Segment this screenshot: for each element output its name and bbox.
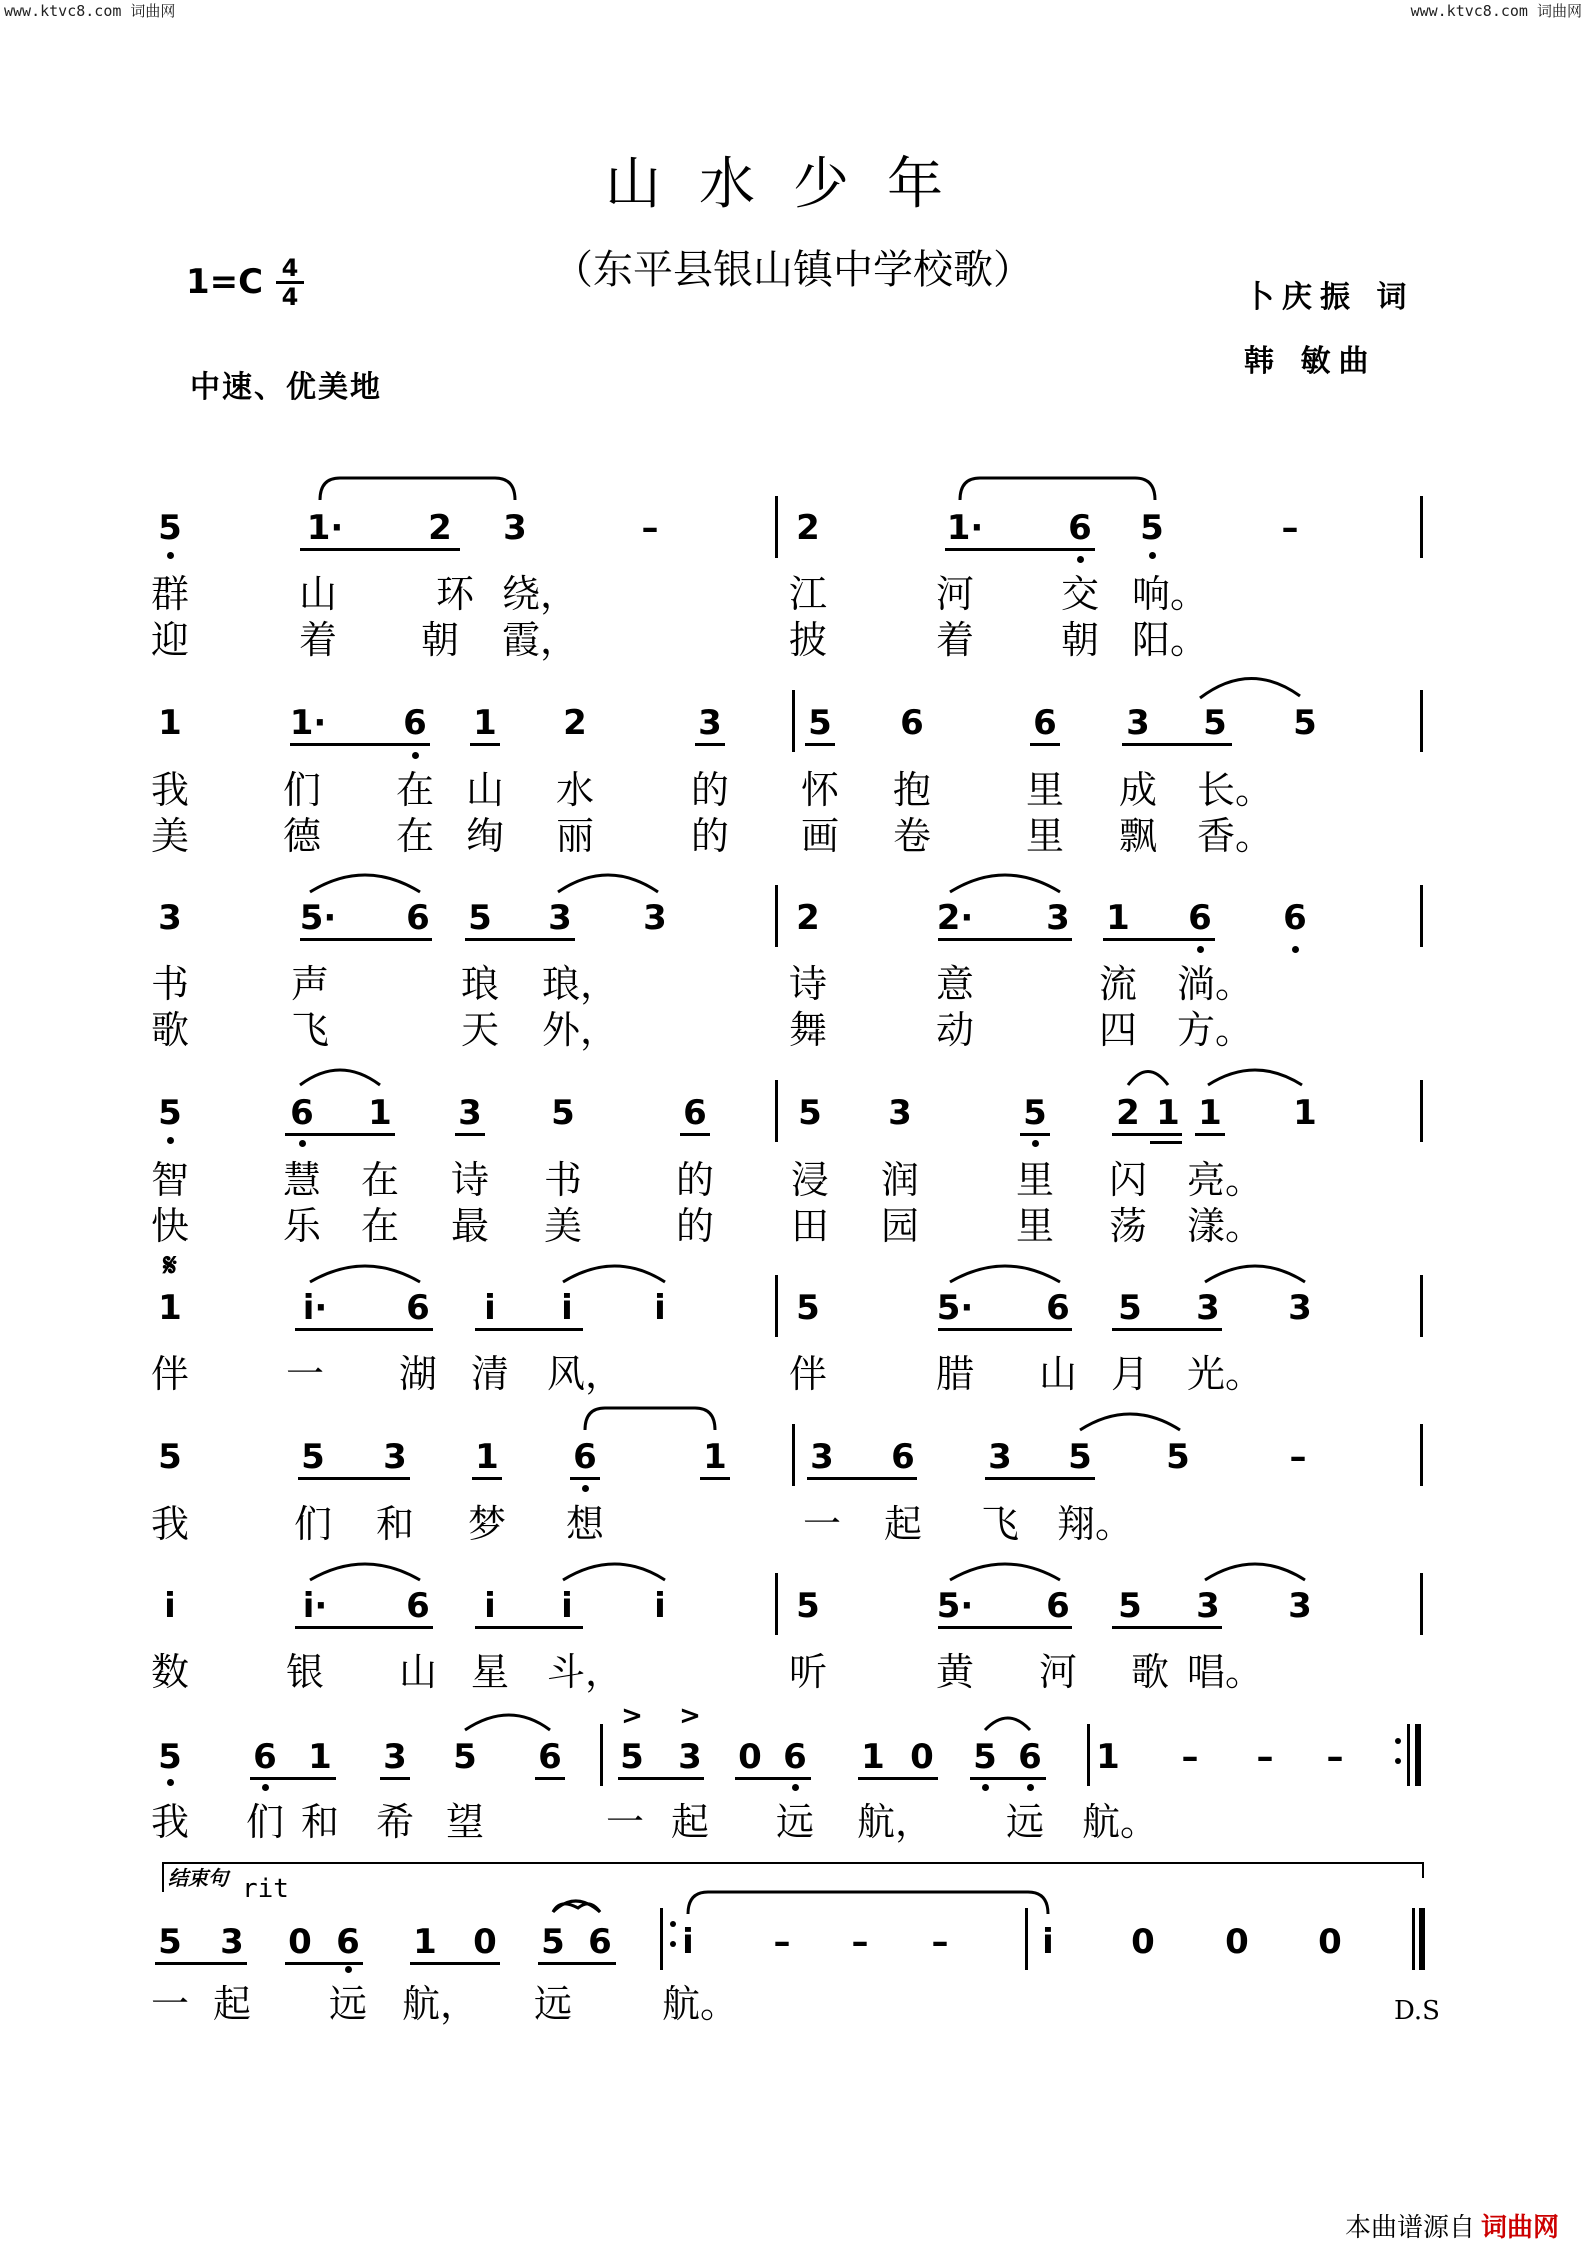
lyric: 湖 — [398, 1352, 438, 1396]
lyric: 歌 — [1130, 1650, 1170, 1694]
lyric: 琅 — [460, 962, 500, 1006]
note: i· — [302, 1586, 328, 1626]
note: 2 — [796, 508, 820, 548]
note: 6 — [406, 898, 430, 938]
slur-mark — [1128, 1072, 1168, 1086]
note: 5 — [1203, 703, 1227, 743]
lyric: 里 — [1025, 768, 1065, 812]
lyric: 田 — [790, 1204, 830, 1248]
note: 5 — [808, 703, 832, 743]
note: 6 — [406, 1586, 430, 1626]
note: 3 — [220, 1922, 244, 1962]
note: 0 — [738, 1737, 762, 1777]
note: 5· — [936, 1288, 974, 1328]
slur-mark — [688, 1892, 1048, 1914]
lyric: 翔。 — [1056, 1502, 1134, 1546]
segno-sign: 𝄋 — [163, 1246, 177, 1284]
lyric: 河 — [935, 572, 975, 616]
note: i — [484, 1288, 496, 1328]
lyric: 浸 — [790, 1158, 830, 1202]
lyric: 起 — [670, 1800, 710, 1844]
lyric: 淌。 — [1176, 962, 1254, 1006]
note: 6 — [403, 703, 427, 743]
note: 6 — [900, 703, 924, 743]
note: 5 — [796, 1586, 820, 1626]
note: 3 — [458, 1093, 482, 1133]
note: 1 — [861, 1737, 885, 1777]
note: 2 — [1116, 1093, 1140, 1133]
slur-mark — [310, 1564, 420, 1580]
lyric: 成 — [1118, 768, 1158, 812]
note: 1· — [306, 508, 344, 548]
note: – — [1289, 1437, 1307, 1477]
note: 1· — [289, 703, 327, 743]
ending-label: 结束句 — [168, 1866, 228, 1890]
note: 5 — [796, 1288, 820, 1328]
lyric: 月 — [1110, 1352, 1150, 1396]
lyric: 山 — [465, 768, 505, 812]
lyric: 的 — [690, 768, 730, 812]
lyric: 美 — [150, 814, 190, 858]
note: – — [931, 1922, 949, 1962]
note: 6 — [336, 1922, 360, 1962]
slur-mark — [563, 1266, 665, 1282]
lyric: 动 — [935, 1008, 975, 1052]
note: 6 — [406, 1288, 430, 1328]
note: 3 — [158, 898, 182, 938]
lyric: 梦 — [467, 1502, 507, 1546]
note: – — [641, 508, 659, 548]
note: 0 — [910, 1737, 934, 1777]
note: – — [1326, 1737, 1344, 1777]
lyric: 江 — [788, 572, 828, 616]
note: 6 — [1046, 1586, 1070, 1626]
lyric: 远 — [533, 1982, 573, 2026]
lyric: 我 — [150, 1502, 190, 1546]
lyric: 天 — [460, 1008, 500, 1052]
note: 3 — [1196, 1586, 1220, 1626]
lyric: 绚 — [465, 814, 505, 858]
lyric: 琅， — [541, 962, 619, 1006]
lyric: 在 — [395, 814, 435, 858]
note: 3 — [1288, 1586, 1312, 1626]
lyric: 德 — [282, 814, 322, 858]
lyric: 诗 — [450, 1158, 490, 1202]
lyric: 航， — [401, 1982, 479, 2026]
lyric: 四 — [1098, 1008, 1138, 1052]
lyric: 抱 — [892, 768, 932, 812]
lyric: 美 — [543, 1204, 583, 1248]
note: 3 — [988, 1437, 1012, 1477]
lyric: 的 — [690, 814, 730, 858]
note: 6 — [1033, 703, 1057, 743]
lyric: 希 — [375, 1800, 415, 1844]
lyric: 的 — [675, 1204, 715, 1248]
lyric: 里 — [1015, 1204, 1055, 1248]
lyric: 朝 — [1060, 618, 1100, 662]
note: 0 — [1225, 1922, 1249, 1962]
song-subtitle: （东平县银山镇中学校歌） — [553, 247, 1033, 293]
note: 1 — [368, 1093, 392, 1133]
lyric: 远 — [328, 1982, 368, 2026]
lyric: 飘 — [1118, 814, 1158, 858]
lyric: 声 — [290, 962, 330, 1006]
lyric: 飞 — [980, 1502, 1020, 1546]
note: 1 — [473, 703, 497, 743]
note: 6 — [538, 1737, 562, 1777]
slur-mark — [1200, 678, 1300, 698]
slur-mark — [320, 478, 515, 500]
note: 6 — [588, 1922, 612, 1962]
note: i — [561, 1288, 573, 1328]
lyric: 方。 — [1176, 1008, 1254, 1052]
lyric: 长。 — [1196, 768, 1274, 812]
note: i· — [302, 1288, 328, 1328]
note: 0 — [473, 1922, 497, 1962]
note: 5 — [1140, 508, 1164, 548]
slur-mark — [300, 1070, 380, 1085]
note: 5· — [936, 1586, 974, 1626]
note: 5 — [301, 1437, 325, 1477]
note: 2 — [428, 508, 452, 548]
note: i — [654, 1288, 666, 1328]
note: 5 — [1118, 1288, 1142, 1328]
lyric: 阳。 — [1131, 618, 1209, 662]
lyric: 慧 — [282, 1158, 322, 1202]
lyric: 亮。 — [1186, 1158, 1264, 1202]
slur-mark — [1205, 1564, 1305, 1580]
accent-mark: > — [679, 1701, 701, 1731]
lyric: 远 — [1005, 1800, 1045, 1844]
lyric: 漾。 — [1186, 1204, 1264, 1248]
lyric: 着 — [298, 618, 338, 662]
time-signature-top: 4 — [281, 254, 299, 282]
lyric: 在 — [395, 768, 435, 812]
lyric: 丽 — [555, 814, 595, 858]
note: 3 — [1046, 898, 1070, 938]
note: 6 — [683, 1093, 707, 1133]
lyric: 香。 — [1196, 814, 1274, 858]
composer-credit: 韩 敏曲 — [1244, 344, 1377, 379]
lyric: 航。 — [1081, 1800, 1159, 1844]
lyric: 群 — [150, 572, 190, 616]
note: 2· — [936, 898, 974, 938]
note: 6 — [1283, 898, 1307, 938]
note: 3 — [643, 898, 667, 938]
lyric: 霞， — [501, 618, 579, 662]
note: 6 — [783, 1737, 807, 1777]
rit-marking: rit — [242, 1874, 289, 1904]
lyric: 山 — [1038, 1352, 1078, 1396]
lyric: 乐 — [282, 1204, 322, 1248]
note: – — [1281, 508, 1299, 548]
note: – — [1181, 1737, 1199, 1777]
slur-mark — [563, 1564, 665, 1580]
lyric: 银 — [285, 1650, 325, 1694]
lyric: 一 — [605, 1800, 645, 1844]
slur-mark — [950, 1266, 1060, 1282]
note: 1 — [1156, 1093, 1180, 1133]
note: 3 — [810, 1437, 834, 1477]
note: 3 — [698, 703, 722, 743]
lyric: 们 — [293, 1502, 333, 1546]
lyric: 外， — [541, 1008, 619, 1052]
lyric: 远 — [775, 1800, 815, 1844]
note: 1 — [158, 1288, 182, 1328]
note: 3 — [548, 898, 572, 938]
lyric: 最 — [450, 1204, 490, 1248]
lyric: 我 — [150, 1800, 190, 1844]
watermark-left: www.ktvc8.com 词曲网 — [4, 2, 176, 20]
note: 2 — [563, 703, 587, 743]
lyric: 和 — [375, 1502, 415, 1546]
lyric: 我 — [150, 768, 190, 812]
note: – — [773, 1922, 791, 1962]
lyric: 诗 — [788, 962, 828, 1006]
song-title: 山水少年 — [605, 152, 981, 217]
note: 6 — [253, 1737, 277, 1777]
lyric: 在 — [360, 1204, 400, 1248]
lyric: 风， — [546, 1352, 624, 1396]
note: 6 — [1046, 1288, 1070, 1328]
lyric: 起 — [212, 1982, 252, 2026]
note: 1 — [413, 1922, 437, 1962]
note: 6 — [290, 1093, 314, 1133]
note: 5 — [158, 1437, 182, 1477]
note: i — [682, 1922, 694, 1962]
lyric: 们 — [245, 1800, 285, 1844]
lyric: 一 — [285, 1352, 325, 1396]
note: 5 — [158, 508, 182, 548]
lyric: 润 — [880, 1158, 920, 1202]
lyric: 里 — [1015, 1158, 1055, 1202]
lyric: 园 — [880, 1204, 920, 1248]
slur-mark — [310, 875, 420, 892]
note: 0 — [1131, 1922, 1155, 1962]
lyric: 朝 — [420, 618, 460, 662]
lyric: 唱。 — [1186, 1650, 1264, 1694]
footer-brand-link[interactable]: 词曲网 — [1481, 2213, 1560, 2243]
note: 3 — [383, 1737, 407, 1777]
lyric: 们 — [282, 768, 322, 812]
lyric: 数 — [150, 1650, 190, 1694]
lyric: 光。 — [1186, 1352, 1264, 1396]
lyric: 里 — [1025, 814, 1065, 858]
note: 5 — [798, 1093, 822, 1133]
lyric: 绕， — [501, 572, 579, 616]
note: 5 — [1166, 1437, 1190, 1477]
note: i — [654, 1586, 666, 1626]
lyric: 听 — [788, 1650, 828, 1694]
lyric: 星 — [470, 1650, 510, 1694]
lyric: 和 — [300, 1800, 340, 1844]
lyric: 山 — [398, 1650, 438, 1694]
slur-mark — [950, 875, 1060, 892]
note: 5· — [299, 898, 337, 938]
note: i — [561, 1586, 573, 1626]
slur-mark — [960, 478, 1155, 500]
lyric: 响。 — [1131, 572, 1209, 616]
lyric: 智 — [150, 1158, 190, 1202]
lyric: 起 — [883, 1502, 923, 1546]
lyric: 迎 — [150, 618, 190, 662]
note: 5 — [551, 1093, 575, 1133]
lyric: 黄 — [935, 1650, 975, 1694]
watermark-right: www.ktvc8.com 词曲网 — [1410, 2, 1582, 20]
lyric: 的 — [675, 1158, 715, 1202]
lyric: 交 — [1060, 572, 1100, 616]
time-signature-bottom: 4 — [281, 283, 299, 311]
lyric: 卷 — [892, 814, 932, 858]
lyric: 水 — [555, 768, 595, 812]
note: 5 — [468, 898, 492, 938]
lyric: 书 — [543, 1158, 583, 1202]
lyricist-credit: 卜庆振 词 — [1244, 280, 1415, 315]
note: 5 — [1023, 1093, 1047, 1133]
note: i — [1042, 1922, 1054, 1962]
note: 1 — [1106, 898, 1130, 938]
note: 3 — [678, 1737, 702, 1777]
lyric: 快 — [150, 1204, 190, 1248]
note: 1 — [1198, 1093, 1222, 1133]
note: 5 — [541, 1922, 565, 1962]
lyric: 歌 — [150, 1008, 190, 1052]
note: 1· — [946, 508, 984, 548]
lyric: 飞 — [290, 1008, 330, 1052]
note: 5 — [1068, 1437, 1092, 1477]
slur-mark — [558, 875, 658, 892]
note: 3 — [1196, 1288, 1220, 1328]
note: 5 — [158, 1093, 182, 1133]
slur-mark — [950, 1564, 1060, 1580]
note: 1 — [1293, 1093, 1317, 1133]
lyric: 一 — [150, 1982, 190, 2026]
lyric: 在 — [360, 1158, 400, 1202]
ds-marking: D.S — [1394, 1996, 1440, 2026]
note: 1 — [703, 1437, 727, 1477]
lyric: 伴 — [150, 1352, 190, 1396]
note: 5 — [1118, 1586, 1142, 1626]
slur-mark — [1205, 1266, 1305, 1282]
note: 6 — [1188, 898, 1212, 938]
slur-mark — [585, 1408, 715, 1430]
footer-source: 本曲谱源自 — [1345, 2213, 1476, 2243]
slur-mark — [985, 1718, 1030, 1730]
note: 3 — [383, 1437, 407, 1477]
slur-mark — [1080, 1414, 1180, 1430]
lyric: 环 — [435, 572, 475, 616]
note: 3 — [1288, 1288, 1312, 1328]
lyric: 披 — [788, 618, 828, 662]
tempo-marking: 中速、优美地 — [190, 370, 382, 405]
note: 5 — [158, 1922, 182, 1962]
note: 6 — [573, 1437, 597, 1477]
note: 1 — [308, 1737, 332, 1777]
note: – — [1256, 1737, 1274, 1777]
slur-mark — [310, 1266, 420, 1282]
lyric: 航， — [856, 1800, 934, 1844]
note: 0 — [288, 1922, 312, 1962]
note: 1 — [158, 703, 182, 743]
lyric: 荡 — [1108, 1204, 1148, 1248]
note: 5 — [620, 1737, 644, 1777]
lyric: 画 — [800, 814, 840, 858]
slur-mark — [465, 1715, 550, 1730]
lyric: 一 — [802, 1502, 842, 1546]
note: 1 — [1096, 1737, 1120, 1777]
note: 3 — [1126, 703, 1150, 743]
lyric: 意 — [935, 962, 975, 1006]
note: 5 — [973, 1737, 997, 1777]
note: 5 — [453, 1737, 477, 1777]
key-signature: 1=C — [186, 262, 264, 302]
note: 6 — [891, 1437, 915, 1477]
lyric: 山 — [298, 572, 338, 616]
note: 6 — [1018, 1737, 1042, 1777]
accent-mark: > — [621, 1701, 643, 1731]
lyric: 流 — [1098, 962, 1138, 1006]
lyric: 闪 — [1108, 1158, 1148, 1202]
note: 5 — [158, 1737, 182, 1777]
lyric: 舞 — [788, 1008, 828, 1052]
note: – — [851, 1922, 869, 1962]
note: 6 — [1068, 508, 1092, 548]
note: 1 — [475, 1437, 499, 1477]
note: 3 — [503, 508, 527, 548]
lyric: 河 — [1038, 1650, 1078, 1694]
note: 3 — [888, 1093, 912, 1133]
lyric: 怀 — [800, 768, 840, 812]
slur-mark — [1208, 1070, 1302, 1085]
lyric: 斗， — [546, 1650, 624, 1694]
lyric: 书 — [150, 962, 190, 1006]
lyric: 腊 — [935, 1352, 975, 1396]
note: 0 — [1318, 1922, 1342, 1962]
note: 5 — [1293, 703, 1317, 743]
note: 2 — [796, 898, 820, 938]
lyric: 望 — [445, 1800, 485, 1844]
note: i — [484, 1586, 496, 1626]
lyric: 航。 — [661, 1982, 739, 2026]
lyric: 着 — [935, 618, 975, 662]
note: i — [164, 1586, 176, 1626]
lyric: 想 — [565, 1502, 605, 1546]
lyric: 清 — [470, 1352, 510, 1396]
lyric: 伴 — [788, 1352, 828, 1396]
